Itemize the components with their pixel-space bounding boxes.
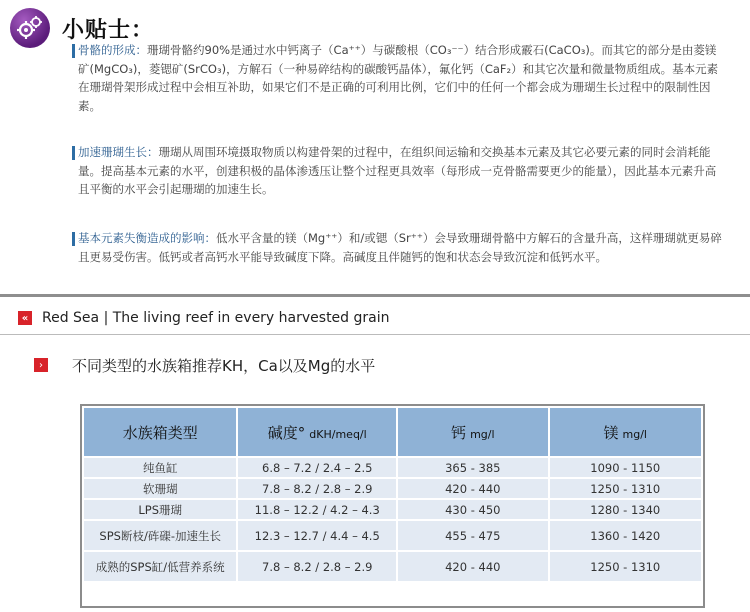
aquarium-levels-table	[82, 406, 703, 583]
tip-lead: 基本元素失衡造成的影响：	[78, 231, 216, 245]
tip-text: 珊瑚骨骼约90%是通过水中钙离子（Ca⁺⁺）与碳酸根（CO₃⁻⁻）结合形成霰石(CaCO₃)。而其它的部分是由菱镁矿(MgCO₃)，菱锶矿(SrCO₃)，方解石（一种易碎结构的碳酸钙晶体），氟化钙（CaF₂）和其它次量和微量物质组成。基本元素在珊瑚骨架形成过程中会相互补助，如果它们不是正确的可利用比例，它们中的任何一个都会成为珊瑚生长过程中的限制性因素。	[78, 43, 719, 113]
table-row	[83, 499, 702, 520]
cell-type: SPS断枝/砗磲-加速生长	[83, 520, 237, 551]
tips-title: 小贴士：	[62, 17, 155, 43]
cell-alkalinity: 11.8 – 12.2 / 4.2 – 4.3	[237, 499, 397, 520]
cell-type: LPS珊瑚	[83, 499, 237, 520]
tip-lead: 骨骼的形成：	[78, 43, 147, 57]
banner-text: Red Sea | The living reef in every harvested grain	[42, 310, 390, 326]
cell-type: 成熟的SPS缸/低营养系统	[83, 551, 237, 582]
cell-alkalinity: 7.8 – 8.2 / 2.8 – 2.9	[237, 551, 397, 582]
cell-alkalinity: 6.8 – 7.2 / 2.4 – 2.5	[237, 457, 397, 478]
header-calcium: 钙 mg/l	[397, 407, 548, 457]
tip-accelerated-growth	[78, 143, 723, 199]
tip-skeleton-formation	[78, 41, 723, 115]
double-chevron-left-icon: «	[18, 311, 32, 325]
tip-text: 珊瑚从周围环境摄取物质以构建骨架的过程中，在组织间运输和交换基本元素及其它必要元素的同时会消耗能量。提高基本元素的水平，创建积极的晶体渗透压让整个过程更具效率（每形成一克骨骼需要更少的能量），因此基本元素升高且平衡的水平会引起珊瑚的加速生长。	[78, 145, 717, 196]
tip-marker	[72, 44, 75, 58]
chevron-right-icon: ›	[34, 358, 48, 372]
brand-banner	[18, 307, 390, 329]
cell-calcium: 365 - 385	[397, 457, 548, 478]
section-title: 不同类型的水族箱推荐KH，Ca以及Mg的水平	[72, 356, 376, 375]
table-row	[83, 520, 702, 551]
cell-magnesium: 1250 - 1310	[549, 551, 702, 582]
table-row	[83, 551, 702, 582]
tip-imbalance-effects	[78, 229, 723, 266]
header-aquarium-type: 水族箱类型	[83, 407, 237, 457]
cell-calcium: 420 - 440	[397, 478, 548, 499]
cell-magnesium: 1090 - 1150	[549, 457, 702, 478]
cell-magnesium: 1280 - 1340	[549, 499, 702, 520]
tip-marker	[72, 232, 75, 246]
gears-icon	[10, 8, 50, 48]
cell-calcium: 455 - 475	[397, 520, 548, 551]
cell-calcium: 430 - 450	[397, 499, 548, 520]
cell-magnesium: 1250 - 1310	[549, 478, 702, 499]
cell-calcium: 420 - 440	[397, 551, 548, 582]
tip-text: 低水平含量的镁（Mg⁺⁺）和/或锶（Sr⁺⁺）会导致珊瑚骨骼中方解石的含量升高，这样珊瑚就更易碎且更易受伤害。低钙或者高钙水平能导致碱度下降。高碱度且伴随钙的饱和状态会导致沉淀和低钙水平。	[78, 231, 722, 264]
table-header-row	[83, 407, 702, 457]
header-magnesium: 镁 mg/l	[549, 407, 702, 457]
table-row	[83, 457, 702, 478]
cell-type: 纯鱼缸	[83, 457, 237, 478]
header-alkalinity: 碱度° dKH/meq/l	[237, 407, 397, 457]
cell-alkalinity: 12.3 – 12.7 / 4.4 – 4.5	[237, 520, 397, 551]
section-divider	[0, 294, 750, 297]
section-heading	[34, 354, 375, 376]
table-row	[83, 478, 702, 499]
banner-rule	[0, 334, 750, 335]
cell-type: 软珊瑚	[83, 478, 237, 499]
cell-alkalinity: 7.8 – 8.2 / 2.8 – 2.9	[237, 478, 397, 499]
tip-lead: 加速珊瑚生长：	[78, 145, 159, 159]
cell-magnesium: 1360 - 1420	[549, 520, 702, 551]
tip-marker	[72, 146, 75, 160]
